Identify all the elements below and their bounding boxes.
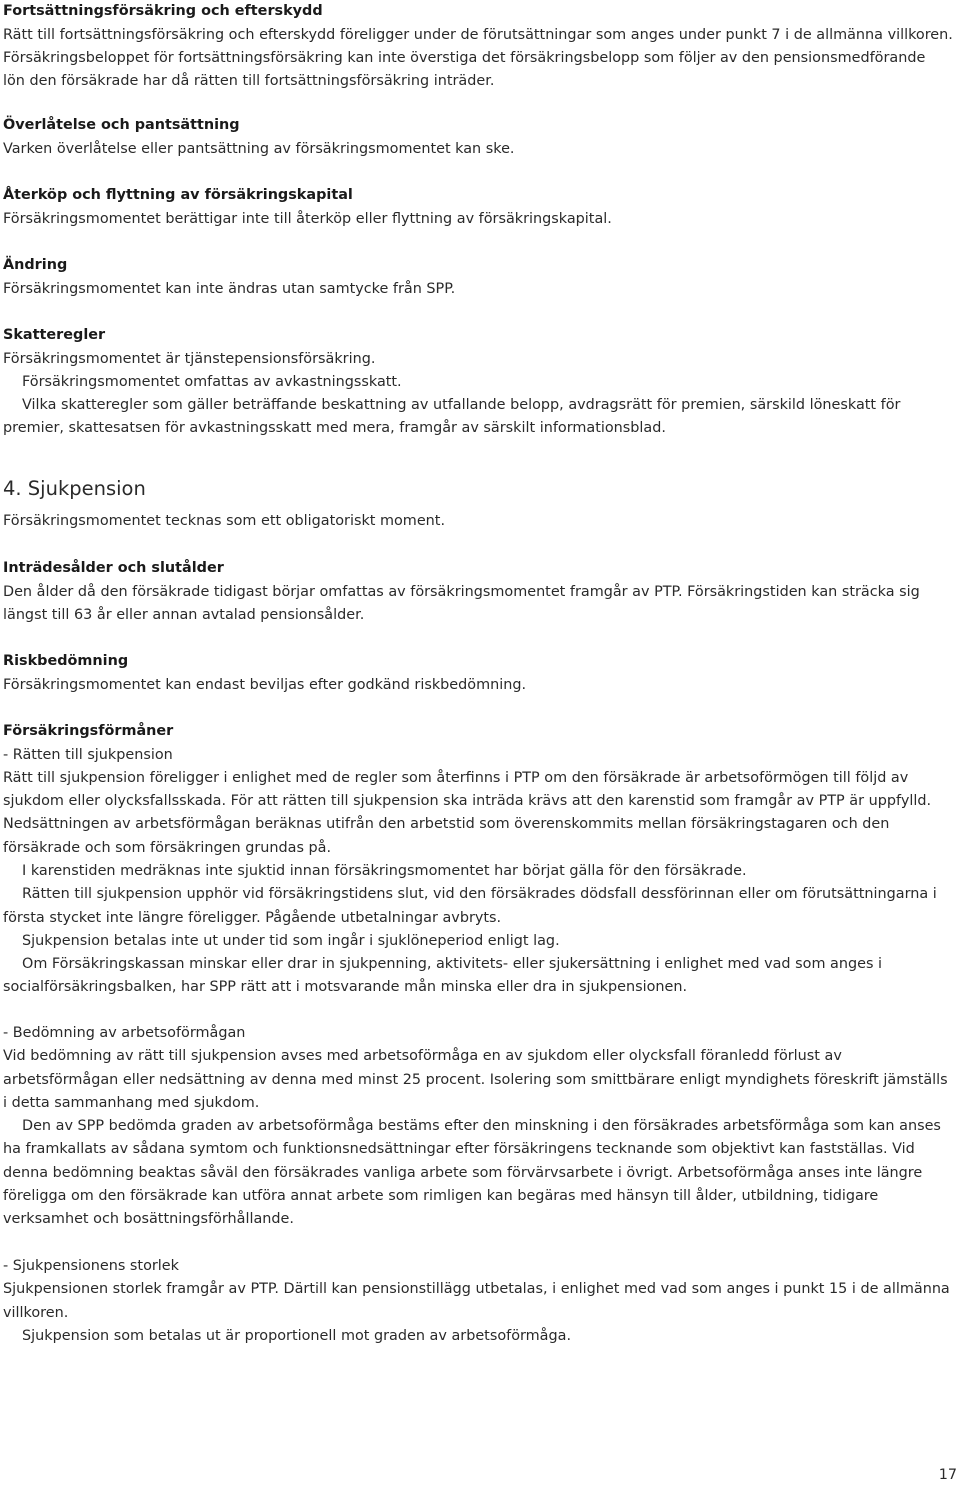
section-text: Sjukpensionen storlek framgår av PTP. Därtill kan pensionstillägg utbetalas, i enlighet med vad som anges i punkt 15 i de allmänna villkoren.: [3, 1281, 950, 1321]
section-heading: Ändring: [3, 257, 68, 273]
section-text: Försäkringsmomentet tecknas som ett obligatoriskt moment.: [3, 513, 446, 529]
chapter-intro: [3, 510, 951, 533]
section-transfer-pledge: [3, 114, 951, 161]
section-text: Vid bedömning av rätt till sjukpension avses med arbetsoförmåga en av sjukdom eller olycksfall föranledd förlust av arbetsförmågan eller nedsättning av denna med minst 25 procent. Isolering som smittbärare enligt myndighets föreskrift jämställs i detta sammanhang med sjukdom.: [3, 1048, 948, 1111]
section-insurance-benefits: [3, 720, 951, 1000]
section-risk-assessment: [3, 650, 951, 697]
section-text: Försäkringsbeloppet för fortsättningsförsäkring kan inte överstiga det försäkringsbelopp som följer av den pensionsmedförande lön den försäkrade har då rätten till fortsättningsförsäkring inträder.: [3, 49, 926, 90]
section-sick-pension-amount: [3, 1255, 951, 1348]
section-heading: Riskbedömning: [3, 653, 129, 669]
section-heading: Återköp och flyttning av försäkringskapital: [3, 187, 353, 203]
section-text: Försäkringsmomentet berättigar inte till återköp eller flyttning av försäkringskapital.: [3, 210, 612, 227]
section-text: Rätt till sjukpension föreligger i enlighet med de regler som återfinns i PTP om den försäkrade är arbetsoförmögen till följd av sjukdom eller olycksfallsskada. För att rätten till sjukpension ska inträda krävs att den karenstid som framgår av PTP är uppfylld. Nedsättningen av arbetsförmågan beräknas utifrån den arbetstid som överenskommits mellan försäkringstagaren och den försäkrade och som försäkringen grundas på.: [3, 769, 932, 856]
section-surrender-transfer: [3, 184, 951, 231]
section-text: Den ålder då den försäkrade tidigast börjar omfattas av försäkringsmomentet framgår av PTP. Försäkringstiden kan sträcka sig längst till 63 år eller annan avtalad pensionsålder.: [3, 583, 920, 623]
section-heading: Inträdesålder och slutålder: [3, 560, 224, 576]
subsection-heading: - Sjukpensionens storlek: [3, 1258, 179, 1274]
subsection-heading: - Bedömning av arbetsoförmågan: [3, 1025, 246, 1041]
section-heading: Försäkringsförmåner: [3, 723, 174, 739]
section-tax-rules: [3, 324, 951, 441]
section-change: [3, 254, 951, 301]
section-heading: Överlåtelse och pantsättning: [3, 117, 240, 133]
section-text: Försäkringsmomentet kan inte ändras utan samtycke från SPP.: [3, 280, 456, 297]
section-text: Rätten till sjukpension upphör vid försäkringstidens slut, vid den försäkrades dödsfall dessförinnan eller om förutsättningarna i första stycket inte längre föreligger. Pågående utbetalningar avbryts.: [3, 886, 937, 926]
section-work-incapacity-assessment: [3, 1022, 951, 1232]
section-text: Varken överlåtelse eller pantsättning av försäkringsmomentet kan ske.: [3, 140, 515, 157]
page-number: 17: [938, 1467, 957, 1483]
section-entry-exit-age: [3, 557, 951, 627]
section-text: Vilka skatteregler som gäller beträffande beskattning av utfallande belopp, avdragsrätt för premien, särskild löneskatt för premier, skattesatsen för avkastningsskatt med mera, framgår av särskilt informationsblad.: [3, 397, 901, 437]
section-text: Försäkringsmomentet kan endast beviljas efter godkänd riskbedömning.: [3, 676, 527, 693]
subsection-heading: - Rätten till sjukpension: [3, 746, 173, 763]
section-text: Om Försäkringskassan minskar eller drar in sjukpenning, aktivitets- eller sjukersättning i enlighet med vad som anges i socialförsäkringsbalken, har SPP rätt att i motsvarande mån minska eller dra in sjukpensionen.: [3, 956, 883, 996]
section-heading: Skatteregler: [3, 327, 106, 343]
section-continuation-insurance: [3, 0, 951, 93]
chapter-title: 4. Sjukpension: [3, 477, 146, 500]
section-text: Den av SPP bedömda graden av arbetsoförmåga bestäms efter den minskning i den försäkrades arbetsförmåga som kan anses ha framkallats av sådana symtom och funktionsnedsättningar efter försäkringens tecknande som objektivt kan fastställas. Vid denna bedömning beaktas såväl den försäkrades vanliga arbete som förvärvsarbete i övrigt. Arbetsoförmåga anses inte längre föreligga om den försäkrade kan utföra annat arbete som rimligen kan begäras med hänsyn till ålder, utbildning, tidigare verksamhet och bosättningsförhållande.: [3, 1118, 941, 1228]
section-text: Försäkringsmomentet är tjänstepensionsförsäkring.: [3, 350, 376, 367]
section-heading: Fortsättningsförsäkring och efterskydd: [3, 3, 323, 19]
section-text: Rätt till fortsättningsförsäkring och efterskydd föreligger under de förutsättningar som anges under punkt 7 i de allmänna villkoren.: [3, 26, 953, 43]
section-text: Sjukpension betalas inte ut under tid som ingår i sjuklöneperiod enligt lag.: [22, 932, 560, 949]
section-text: I karenstiden medräknas inte sjuktid innan försäkringsmomentet har börjat gälla för den försäkrade.: [22, 862, 747, 879]
section-text: Sjukpension som betalas ut är proportionell mot graden av arbetsoförmåga.: [22, 1327, 572, 1344]
section-text: Försäkringsmomentet omfattas av avkastningsskatt.: [22, 373, 402, 390]
chapter-sick-pension: [3, 475, 951, 503]
